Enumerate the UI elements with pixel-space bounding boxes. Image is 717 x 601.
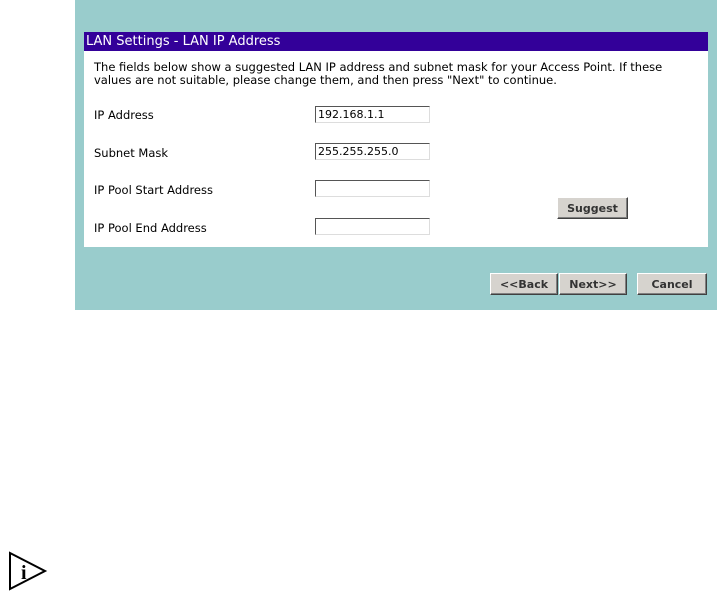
ip-pool-end-label: IP Pool End Address (94, 221, 207, 235)
intro-text: The fields below show a suggested LAN IP address and subnet mask for your Access Point. If these values are not suitable, please change them, and then press "Next" to continue. (94, 60, 663, 87)
panel-title: LAN Settings - LAN IP Address (84, 32, 708, 51)
cancel-button[interactable]: Cancel (637, 273, 707, 295)
ip-pool-start-input[interactable] (315, 180, 430, 197)
subnet-mask-label: Subnet Mask (94, 146, 169, 160)
wizard-screenshot (75, 0, 717, 310)
ip-address-input[interactable] (315, 106, 430, 123)
subnet-mask-input[interactable] (315, 143, 430, 160)
next-button[interactable]: Next>> (559, 273, 627, 295)
ip-address-label: IP Address (94, 108, 154, 122)
suggest-button[interactable]: Suggest (557, 197, 628, 219)
ip-pool-end-input[interactable] (315, 218, 430, 235)
svg-text:i: i (21, 562, 27, 584)
lan-settings-panel (84, 32, 708, 247)
ip-pool-start-label: IP Pool Start Address (94, 183, 213, 197)
back-button[interactable]: <<Back (490, 273, 558, 295)
info-note-icon (6, 550, 48, 592)
